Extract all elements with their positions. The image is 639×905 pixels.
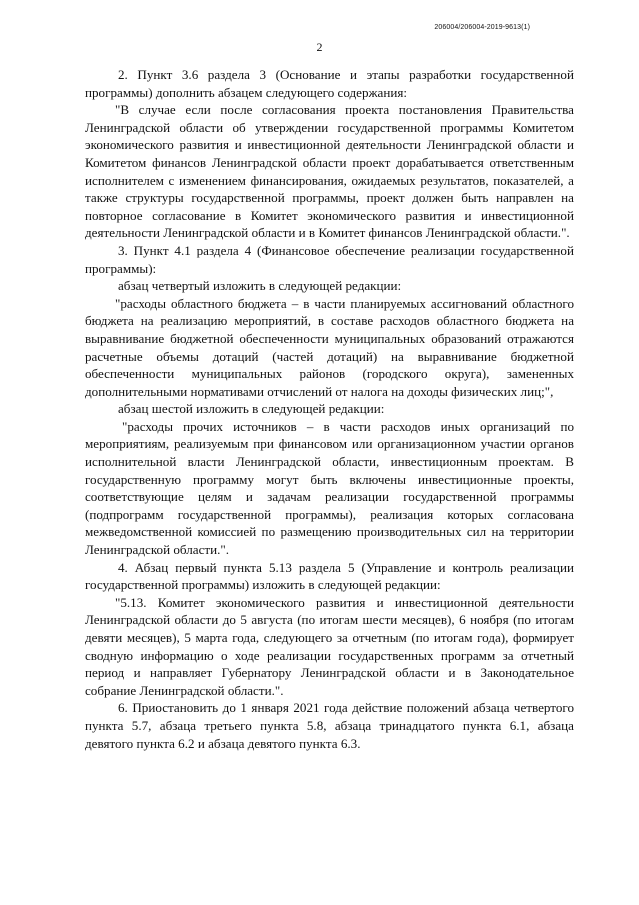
paragraph-quote-5-13: "5.13. Комитет экономического развития и инвестиционной деятельности Ленинградской области до 5 августа (по итогам шести месяцев), 6 ноября (по итогам девяти месяцев), 5 марта года, следующего за отчетным (по итогам года), формирует сводную информацию о ходе реализации государственных программ за отчетный период и направляет Губернатору Ленинградской области и в Законодательное собрание Ленинградской области.". <box>85 594 574 698</box>
paragraph-quote-abzac-4: "расходы областного бюджета – в части планируемых ассигнований областного бюджета на реализацию мероприятий, в составе расходов областного бюджета на выравнивание бюджетной обеспеченности муниципальных образований отражаются расчетные объемы дотаций (частей дотаций) на выравнивание бюджетной обеспеченности муниципальных районов (городского округа), замененных дополнительными нормативами отчислений от налога на доходы физических лиц;", <box>85 295 574 399</box>
document-body <box>85 66 574 752</box>
paragraph-item-3: 3. Пункт 4.1 раздела 4 (Финансовое обеспечение реализации государственной программы): <box>85 242 574 276</box>
paragraph-item-4: 4. Абзац первый пункта 5.13 раздела 5 (Управление и контроль реализации государственной программы) изложить в следующей редакции: <box>85 559 574 593</box>
page-number: 2 <box>316 40 323 54</box>
paragraph-quote-3-6: "В случае если после согласования проекта постановления Правительства Ленинградской области об утверждении государственной программы Комитетом экономического развития и инвестиционной деятельности Ленинградской области и Комитетом финансов Ленинградской области проект дорабатывается ответственным исполнителем с изменением финансирования, ожидаемых результатов, показателей, а также структуры государственной программы, проект должен быть направлен на повторное согласование в Комитет экономического развития и инвестиционной деятельности Ленинградской области и в Комитет финансов Ленинградской области.". <box>85 102 574 241</box>
paragraph-abzac-4: абзац четвертый изложить в следующей редакции: <box>118 278 402 294</box>
paragraph-quote-abzac-6: "расходы прочих источников – в части расходов иных организаций по мероприятиям, реализуемым при финансовом или организационном участии органов исполнительной власти Ленинградской области, инвестиционным проектам. В государственную программу могут быть включены инвестиционные проекты, соответствующие целям и задачам реализации государственной программы (подпрограмм государственной программы), реализация которых согласована межведомственной комиссией по размещению производительных сил на территории Ленинградской области.". <box>85 418 574 558</box>
document-id: 206004/206004-2019-9613(1) <box>434 24 530 31</box>
paragraph-abzac-6: абзац шестой изложить в следующей редакции: <box>118 401 385 417</box>
paragraph-item-2: 2. Пункт 3.6 раздела 3 (Основание и этапы разработки государственной программы) дополнить абзацем следующего содержания: <box>85 67 574 100</box>
paragraph-item-6: 6. Приостановить до 1 января 2021 года действие положений абзаца четвертого пункта 5.7, абзаца третьего пункта 5.8, абзаца тринадцатого пункта 6.1, абзаца девятого пункта 6.2 и абзаца девятого пункта 6.3. <box>85 700 574 751</box>
